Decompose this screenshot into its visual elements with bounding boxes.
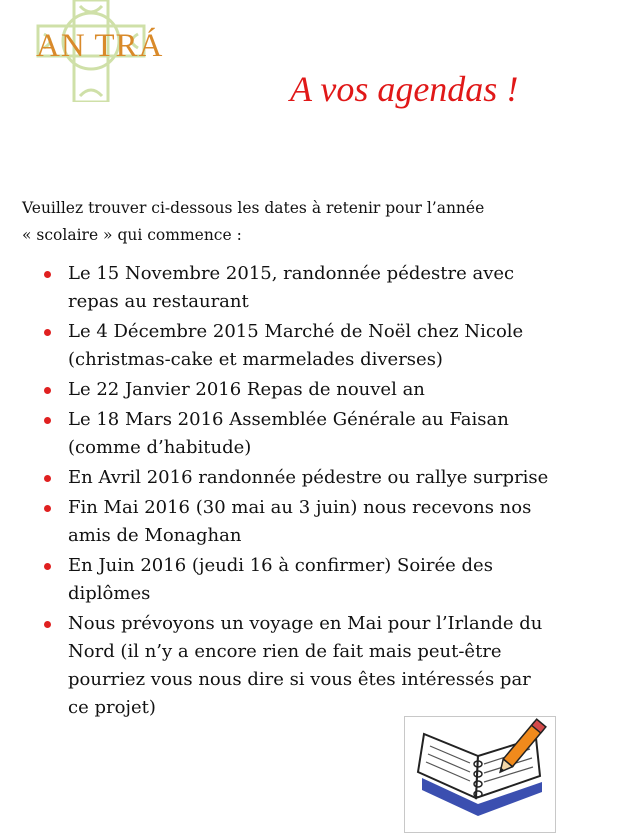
agenda-book-pencil-icon	[404, 716, 556, 833]
bullet-icon	[44, 621, 51, 628]
event-text: Le 22 Janvier 2016 Repas de nouvel an	[68, 379, 425, 400]
event-text: Le 18 Mars 2016 Assemblée Générale au Faisan	[68, 409, 509, 430]
event-text: Fin Mai 2016 (30 mai au 3 juin) nous recevons nos	[68, 497, 532, 518]
event-text: Le 15 Novembre 2015, randonnée pédestre avec	[68, 263, 515, 284]
bullet-icon	[44, 563, 51, 570]
event-text: amis de Monaghan	[68, 525, 242, 546]
event-text: (christmas-cake et marmelades diverses)	[68, 349, 443, 370]
event-text: (comme d’habitude)	[68, 437, 252, 458]
event-text: pourriez vous nous dire si vous êtes intéressés par	[68, 669, 531, 690]
event-text: Nord (il n’y a encore rien de fait mais peut-être	[68, 641, 502, 662]
event-text: diplômes	[68, 583, 151, 604]
intro-line: « scolaire » qui commence :	[22, 226, 242, 244]
bullet-icon	[44, 387, 51, 394]
bullet-icon	[44, 271, 51, 278]
event-text: Le 4 Décembre 2015 Marché de Noël chez Nicole	[68, 321, 524, 342]
logo-text: AN TRÁ	[36, 28, 164, 64]
intro-paragraph	[22, 195, 582, 249]
agenda-clipart	[404, 716, 556, 833]
list-item	[0, 406, 628, 462]
list-item	[0, 318, 628, 374]
bullet-icon	[44, 505, 51, 512]
event-text: repas au restaurant	[68, 291, 249, 312]
bullet-icon	[44, 329, 51, 336]
event-text: En Juin 2016 (jeudi 16 à confirmer) Soirée des	[68, 555, 493, 576]
events-list	[0, 260, 640, 724]
logo	[14, 0, 174, 102]
bullet-icon	[44, 475, 51, 482]
list-item	[0, 464, 628, 492]
list-item	[0, 494, 628, 550]
list-item	[0, 376, 628, 404]
event-text: ce projet)	[68, 697, 156, 718]
intro-line: Veuillez trouver ci-dessous les dates à retenir pour l’année	[22, 199, 485, 217]
bullet-icon	[44, 417, 51, 424]
page-title: A vos agendas !	[290, 69, 519, 109]
event-text: En Avril 2016 randonnée pédestre ou rallye surprise	[68, 467, 549, 488]
event-text: Nous prévoyons un voyage en Mai pour l’Irlande du	[68, 613, 543, 634]
list-item	[0, 260, 628, 316]
list-item	[0, 552, 628, 608]
list-item	[0, 610, 628, 722]
